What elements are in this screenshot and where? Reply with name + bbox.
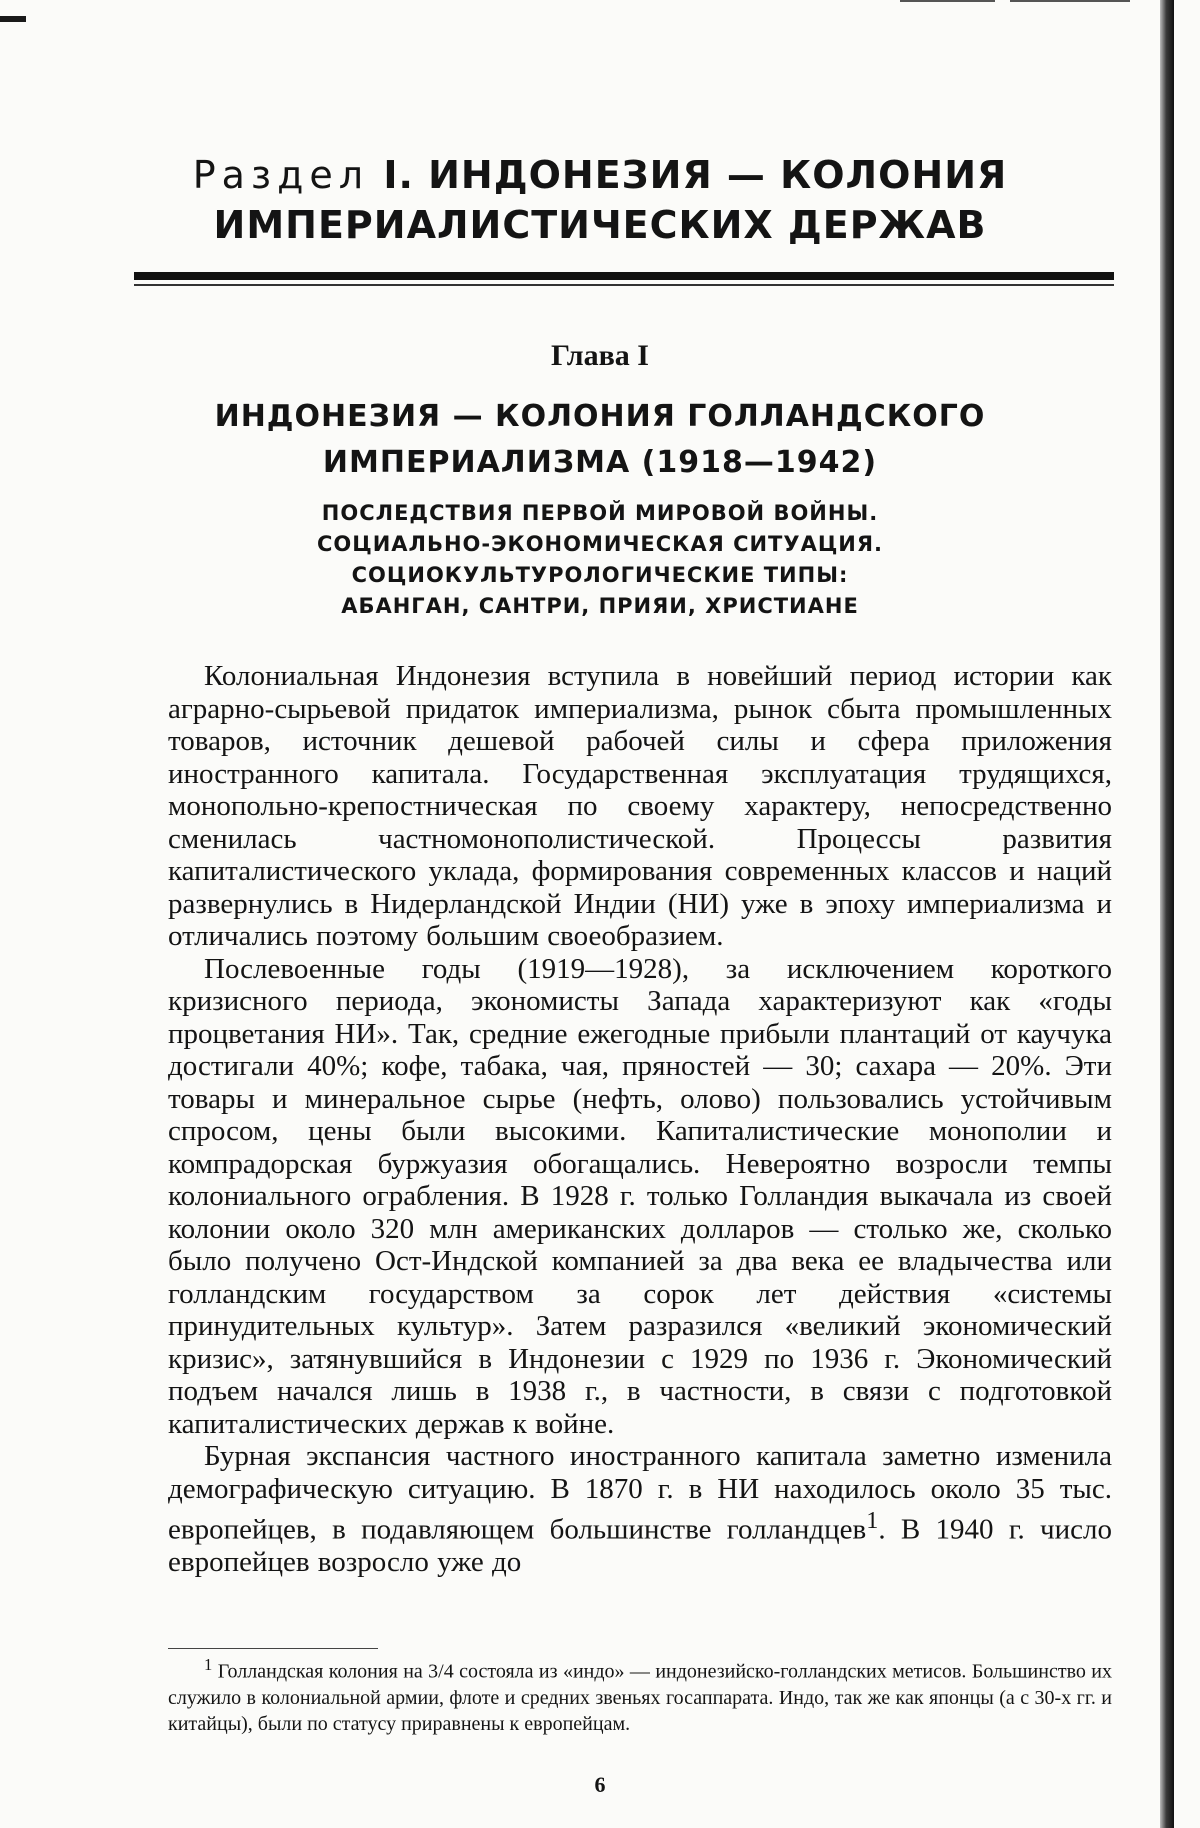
page-edge-shadow [1160,0,1174,1828]
subtitle-line: СОЦИОКУЛЬТУРОЛОГИЧЕСКИЕ ТИПЫ: [351,563,849,587]
section-heading [150,150,1050,250]
paragraph: Послевоенные годы (1919—1928), за исключением короткого кризисного периода, экономисты Запада характеризуют как «годы процветания НИ». Так, средние ежегодные прибыли плантаций от каучука достигали 40%; кофе, табака, чая, пряностей — 30; сахара — 20%. Эти товары и минеральное сырье (нефть, олово) пользовались устойчивым спросом, цены были высокими. Капиталистические монополии и компрадорская буржуазия обогащались. Невероятно возросли темпы колониального ограбления. В 1928 г. только Голландия выкачала из своей колонии около 320 млн американских долларов — столько же, сколько было получено Ост-Индской компанией за два века ее владычества или голландским государством за сорок лет действия «системы принудительных культур». Затем разразился «великий экономический кризис», затянувшийся в Индонезии с 1929 по 1936 г. Экономический подъем начался лишь в 1938 г., в частности, в связи с подготовкой капиталистических держав к войне. [168,952,1112,1440]
footnote [168,1652,1112,1737]
chapter-subtitle [150,498,1050,622]
paragraph: Колониальная Индонезия вступила в новейший период истории как аграрно-сырьевой придаток империализма, рынок сбыта промышленных товаров, источник дешевой рабочей силы и сфера приложения иностранного капитала. Государственная эксплуатация трудящихся, монопольно-крепостническая по своему характеру, непосредственно сменилась частномонополистической. Процессы развития капиталистического уклада, формирования современных классов и наций развернулись в Нидерландской Индии (НИ) уже в эпоху империализма и отличались поэтому большим своеобразием. [168,660,1112,952]
chapter-title: ИНДОНЕЗИЯ — КОЛОНИЯ ГОЛЛАНДСКОГО ИМПЕРИАЛИЗМА (1918—1942) [214,399,986,480]
heading-rule-thin [134,284,1114,286]
scan-mark [900,0,995,2]
page-number: 6 [594,1772,606,1797]
footnote-rule [168,1648,378,1649]
scan-mark [0,16,26,22]
paragraph-text: . В 1940 г. число европейцев возросло уже до [168,1513,1112,1579]
section-title-text: I. ИНДОНЕЗИЯ — КОЛОНИЯ ИМПЕРИАЛИСТИЧЕСКИХ ДЕРЖАВ [213,153,1008,247]
footnote-reference[interactable]: 1 [866,1507,879,1534]
heading-rule-thick [134,272,1114,280]
subtitle-line: ПОСЛЕДСТВИЯ ПЕРВОЙ МИРОВОЙ ВОЙНЫ. [321,501,879,525]
footnote-text: Голландская колония на 3/4 состояла из «индо» — индонезийско-голландских метисов. Большинство их служило в колониальной армии, флоте и средних звеньях госаппарата. Индо, так же как японцы (а с 30-х гг. и китайцы), были по статусу приравнены к европейцам. [168,1660,1112,1735]
paragraph [168,1440,1112,1579]
paragraph-text: Бурная экспансия частного иностранного капитала заметно изменила демографическую ситуацию. В 1870 г. в НИ находилось около 35 тыс. европейцев, в подавляющем большинстве голландцев [168,1440,1112,1546]
subtitle-line: АБАНГАН, САНТРИ, ПРИЯИ, ХРИСТИАНЕ [341,594,859,618]
scan-mark [1010,0,1130,2]
body-text [168,660,1112,1579]
section-word: Раздел [192,153,370,197]
subtitle-line: СОЦИАЛЬНО-ЭКОНОМИЧЕСКАЯ СИТУАЦИЯ. [316,532,884,556]
chapter-label: Глава I [551,339,649,372]
footnote-marker: 1 [204,1655,213,1674]
